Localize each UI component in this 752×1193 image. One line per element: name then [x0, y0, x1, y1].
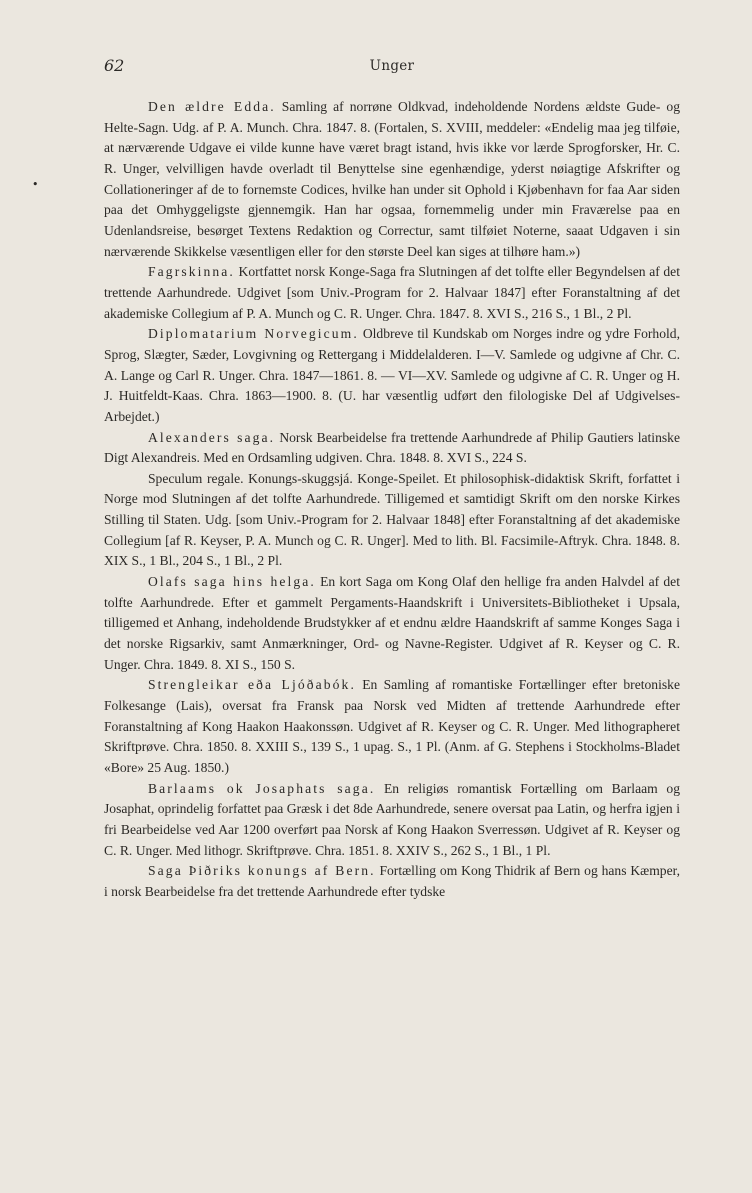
- entry-text: Fortælling om Kong Thidrik af Bern og hans Kæmper, i norsk Bearbeidelse fra det trettende Aarhundrede efter tydske: [104, 863, 680, 899]
- entry-title: Strengleikar eða Ljóðabók.: [148, 677, 356, 693]
- entry-title: Saga Þiðriks konungs af Bern.: [148, 863, 376, 879]
- entry-title: Den ældre Edda.: [148, 99, 276, 114]
- page-number: 62: [104, 56, 125, 75]
- page-header: [104, 56, 680, 78]
- entry-text: En religiøs romantisk Fortælling om Barlaam og Josaphat, oprindelig forfattet paa Græsk i det 8de Aarhundrede, senere oversat paa Latin, og herfra igjen i fri Bearbeidelse ved Aar 1200 overført paa Norsk af Kong Haakon Sverressøn. Udgivet af R. Keyser og C. R. Unger. Med lithogr. Skriftprøve. Chra. 1851. 8. XXIV S., 262 S., 1 Bl., 1 Pl.: [104, 780, 680, 858]
- entry-olafs-saga: [104, 572, 680, 675]
- entry-thidriks-saga: [104, 861, 680, 902]
- margin-mark: •: [32, 178, 39, 191]
- entry-strengleikar: [104, 675, 680, 778]
- entry-alexanders-saga: [104, 428, 680, 469]
- entry-title: Fagrskinna.: [148, 264, 235, 280]
- entry-title: Barlaams ok Josaphats saga.: [148, 780, 376, 796]
- entry-text: Kortfattet norsk Konge-Saga fra Slutningen af det tolfte eller Begyndelsen af det trettende Aarhundrede. Udgivet [som Univ.-Program for 2. Halvaar 1847] efter Foranstaltning af det akademiske Collegium af P. A. Munch og C. R. Unger. Chra. 1847. 8. XVI S., 216 S., 1 Bl., 2 Pl.: [104, 264, 680, 321]
- running-head: Unger: [369, 58, 415, 74]
- entry-title: Olafs saga hins helga.: [148, 574, 316, 590]
- entry-speculum-regale: [104, 469, 680, 572]
- entry-text: Et philosophisk-didaktisk Skrift, forfattet i Norge mod Slutningen af det tolfte Aarhundrede. Tilligemed et samtidigt Skrift om den norske Kirkes Stilling til Staten. Udg. [som Univ.-Program for 2. Halvaar 1848] efter Foranstaltning af det akademiske Collegium [af R. Keyser, P. A. Munch og C. R. Unger]. Med to lith. Bl. Facsimile-Aftryk. Chra. 1848. 8. XIX S., 1 Bl., 204 S., 1 Bl., 2 Pl.: [104, 470, 680, 569]
- entry-text: En kort Saga om Kong Olaf den hellige fra anden Halvdel af det tolfte Aarhundrede. Efter et gammelt Pergaments-Haandskrift i Universitets-Bibliotheket i Upsala, tilligemed et Anhang, indeholdende Brudstykker af et endnu ældre Haandskrift af samme Konges Saga i det norske Rigsarkiv, samt Anmærkninger, Ord- og Navne-Register. Udgivet af R. Keyser og C. R. Unger. Chra. 1849. 8. XI S., 150 S.: [104, 574, 680, 672]
- entry-barlaams-saga: [104, 779, 680, 862]
- entry-diplomatarium: [104, 324, 680, 427]
- entry-title: Speculum regale. Konungs-skuggsjá. Konge-Speilet.: [148, 470, 440, 486]
- bibliography-body: [104, 97, 680, 903]
- entry-title: Alexanders saga.: [148, 429, 276, 445]
- entry-text: En Samling af romantiske Fortællinger efter bretoniske Folkesange (Lais), oversat fra Fransk paa Norsk ved Midten af trettende Aarhundrede efter Foranstaltning af Kong Haakon Haakonssøn. Udgivet af R. Keyser og C. R. Unger. Med lithographeret Skriftprøve. Chra. 1850. 8. XXIII S., 139 S., 1 upag. S., 1 Pl. (Anm. af G. Stephens i Stockholms-Bladet «Bore» 25 Aug. 1850.): [104, 677, 680, 775]
- entry-text: Norsk Bearbeidelse fra trettende Aarhundrede af Philip Gautiers latinske Digt Alexandreis. Med en Ordsamling udgiven. Chra. 1848. 8. XVI S., 224 S.: [104, 429, 681, 466]
- entry-fagrskinna: [104, 262, 680, 324]
- entry-text: Samling af norrøne Oldkvad, indeholdende Nordens ældste Gude- og Helte-Sagn. Udg. af P. A. Munch. Chra. 1847. 8. (Fortalen, S. XVIII, meddeler: «Endelig maa jeg tilføie, at nærværende Udgave ei vilde kunne have været bragt istand, hvis ikke vor lærde Sprogforsker, Hr. C. R. Unger, velvilligen havde overladt til Benyttelse sine egenhændige, yderst nøiagtige Afskrifter og Collationeringer af de to fornemste Codices, hvilke han under sit Ophold i Kjøbenhavn for faa Aar siden paa det Omhyggeligste gjennemgik. Han har ogsaa, fornemmelig under min Fraværelse paa en Udenlandsreise, besørget Textens Redaktion og Correctur, samt tilføiet Noterne, saaat Udgaven i sin nærværende Skikkelse væsentligen eller for den største Deel kan siges at tilhøre ham.»): [104, 99, 680, 259]
- entry-text: Oldbreve til Kundskab om Norges indre og ydre Forhold, Sprog, Slægter, Sæder, Lovgivning og Rettergang i Middelalderen. I—V. Samlede og udgivne af Chr. C. A. Lange og Carl R. Unger. Chra. 1847—1861. 8. — VI—XV. Samlede og udgivne af C. R. Unger og H. J. Huitfeldt-Kaas. Chra. 1863—1900. 8. (U. har væsentlig udført den filologiske Del af Udgivelses-Arbejdet.): [104, 326, 680, 424]
- entry-title: Diplomatarium Norvegicum.: [148, 326, 359, 342]
- entry-eldre-edda: [104, 97, 680, 262]
